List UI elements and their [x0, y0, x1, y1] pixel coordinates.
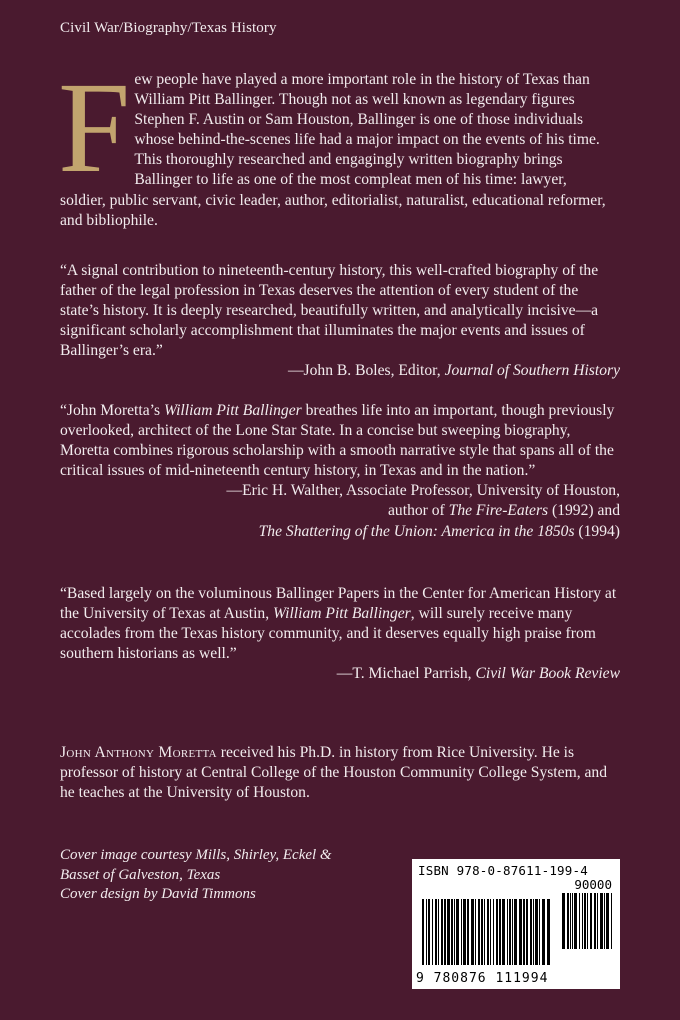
quote-attribution: —Eric H. Walther, Associate Professor, University of Houston, author of The Fire-Eaters (1992) and The Shattering of the Union: America in the 1850s (1994) — [226, 482, 620, 540]
intro-paragraph — [58, 56, 616, 231]
quote-text: “John Moretta’s William Pitt Ballinger breathes life into an important, though previously overlooked, architect of the Lone Star State. In a concise but sweeping biography, Moretta combines rigorous scholarship with a smooth narrative style that spans all of the critical issues of mid-nineteenth century history, in Texas and in the nation.” — [60, 402, 615, 480]
drop-cap: F — [58, 56, 131, 200]
quote-text: “A signal contribution to nineteenth-century history, this well-crafted biography of the father of the legal profession in Texas deserves the attention of every student of the state’s history. It is deeply researched, beautifully written, and analytically incisive—a significant scholarly accomplishment that illuminates the major events and issues of Ballinger’s era.” — [60, 262, 599, 360]
category-label: Civil War/Biography/Texas History — [60, 20, 277, 36]
ean-number: 9 780876 111994 — [416, 971, 549, 986]
isbn-barcode — [412, 859, 620, 989]
author-bio — [60, 743, 620, 803]
blurb-quote-1 — [60, 261, 620, 382]
intro-text: ew people have played a more important role in the history of Texas than William Pitt Ballinger. Though not as well known as legendary figures Stephen F. Austin or Sam Houston, Ballinger is one of those individuals whose behind-the-scenes life had a major impact on the events of his time. This thoroughly researched and engagingly written biography brings Ballinger to life as one of the most compleat men of his time: lawyer, soldier, public servant, civic leader, author, editorialist, naturalist, educational reformer, and bibliophile. — [60, 71, 606, 229]
author-bio-text: received his Ph.D. in history from Rice University. He is professor of history at Central College of the Houston Community College System, and he teaches at the University of Houston. — [60, 744, 608, 802]
quote-text: “Based largely on the voluminous Ballinger Papers in the Center for American History at the University of Texas at Austin, William Pitt Ballinger, will surely receive many accolades from the Texas history community, and it deserves equally high praise from southern historians as well.” — [60, 585, 617, 663]
author-name: John Anthony Moretta — [60, 744, 217, 761]
blurb-quote-3 — [60, 584, 620, 684]
isbn-number: ISBN 978-0-87611-199-4 — [418, 863, 588, 878]
price-code: 90000 — [574, 877, 612, 892]
cover-credits: Cover image courtesy Mills, Shirley, Eckel & Basset of Galveston, Texas Cover design by David Timmons — [60, 847, 332, 902]
quote-attribution: —John B. Boles, Editor, Journal of Southern History — [287, 362, 620, 380]
blurb-quote-2 — [60, 401, 620, 542]
quote-attribution: —T. Michael Parrish, Civil War Book Review — [336, 665, 620, 683]
barcode-bars — [422, 893, 612, 969]
